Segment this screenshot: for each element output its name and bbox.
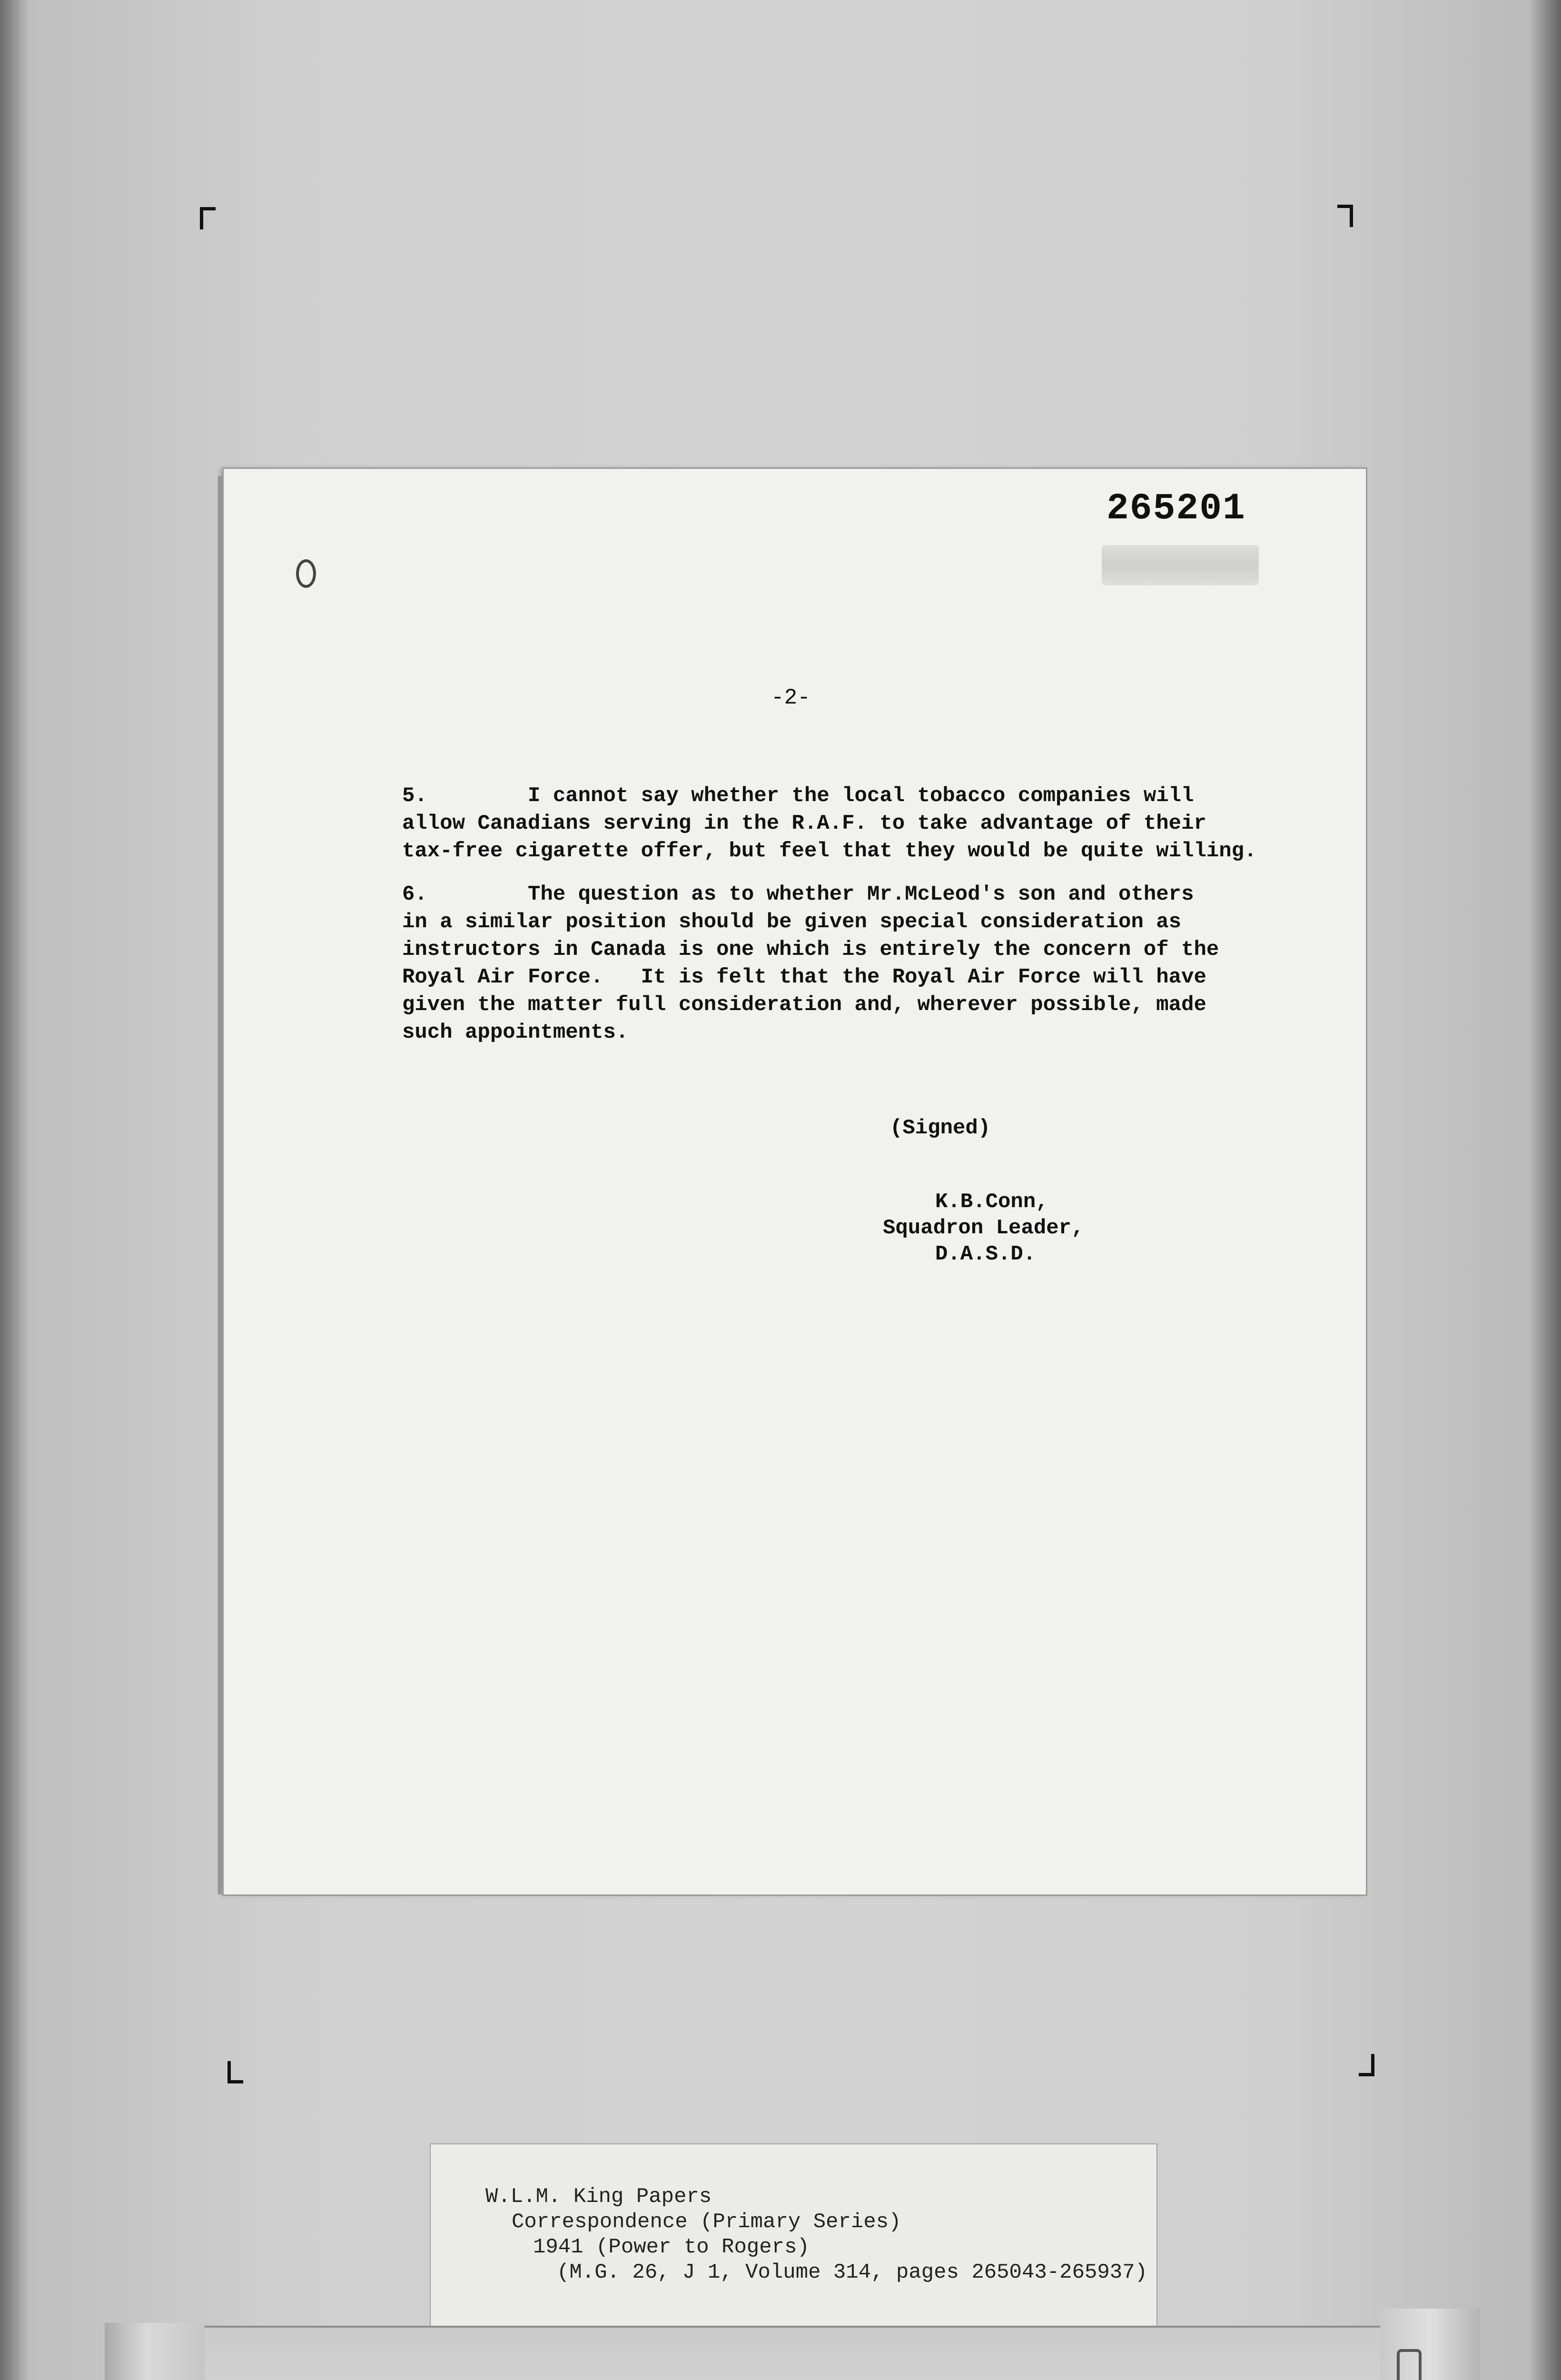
signatory-rank: Squadron Leader, xyxy=(883,1216,1084,1240)
crop-mark-bottom-right xyxy=(1359,2054,1374,2076)
archive-label-line: 1941 (Power to Rogers) xyxy=(533,2235,810,2259)
page-number: -2- xyxy=(771,685,810,710)
tape-strip-left xyxy=(105,2323,209,2380)
tape-strip-right xyxy=(1380,2309,1480,2380)
signed-label: (Signed) xyxy=(890,1116,991,1140)
paragraph-line: 5. I cannot say whether the local tobacco companies will xyxy=(402,784,1194,808)
clip-mark xyxy=(1397,2349,1422,2380)
letter-page xyxy=(224,469,1366,1894)
stamp-smudge xyxy=(1102,545,1259,585)
paragraph-line: in a similar position should be given special consideration as xyxy=(402,910,1182,934)
archive-label-line: Correspondence (Primary Series) xyxy=(512,2210,901,2234)
paragraph-line: allow Canadians serving in the R.A.F. to take advantage of their xyxy=(402,812,1206,835)
signatory-unit: D.A.S.D. xyxy=(935,1242,1036,1266)
paragraph-line: such appointments. xyxy=(402,1021,629,1044)
crop-mark-bottom-left xyxy=(227,2061,243,2083)
signatory-name: K.B.Conn, xyxy=(935,1190,1048,1214)
crop-mark-top-left xyxy=(200,207,216,229)
punch-hole-mark xyxy=(296,559,316,588)
paragraph-line: instructors in Canada is one which is entirely the concern of the xyxy=(402,938,1219,962)
paragraph-line: tax-free cigarette offer, but feel that they would be quite willing. xyxy=(402,839,1257,863)
film-edge-left xyxy=(0,0,29,2380)
archives-plate xyxy=(205,2328,1385,2380)
paragraph-line: 6. The question as to whether Mr.McLeod's son and others xyxy=(402,883,1194,906)
paragraph-5 xyxy=(402,782,1257,865)
paragraph-6 xyxy=(402,881,1249,1046)
archive-label-line: W.L.M. King Papers xyxy=(485,2185,712,2209)
reference-number: 265201 xyxy=(1107,488,1246,530)
film-edge-right xyxy=(1528,0,1561,2380)
archive-label-line: (M.G. 26, J 1, Volume 314, pages 265043-265937) xyxy=(557,2261,1148,2284)
paragraph-line: Royal Air Force. It is felt that the Royal Air Force will have xyxy=(402,965,1206,989)
crop-mark-top-right xyxy=(1337,205,1353,227)
paragraph-line: given the matter full consideration and, wherever possible, made xyxy=(402,993,1206,1017)
